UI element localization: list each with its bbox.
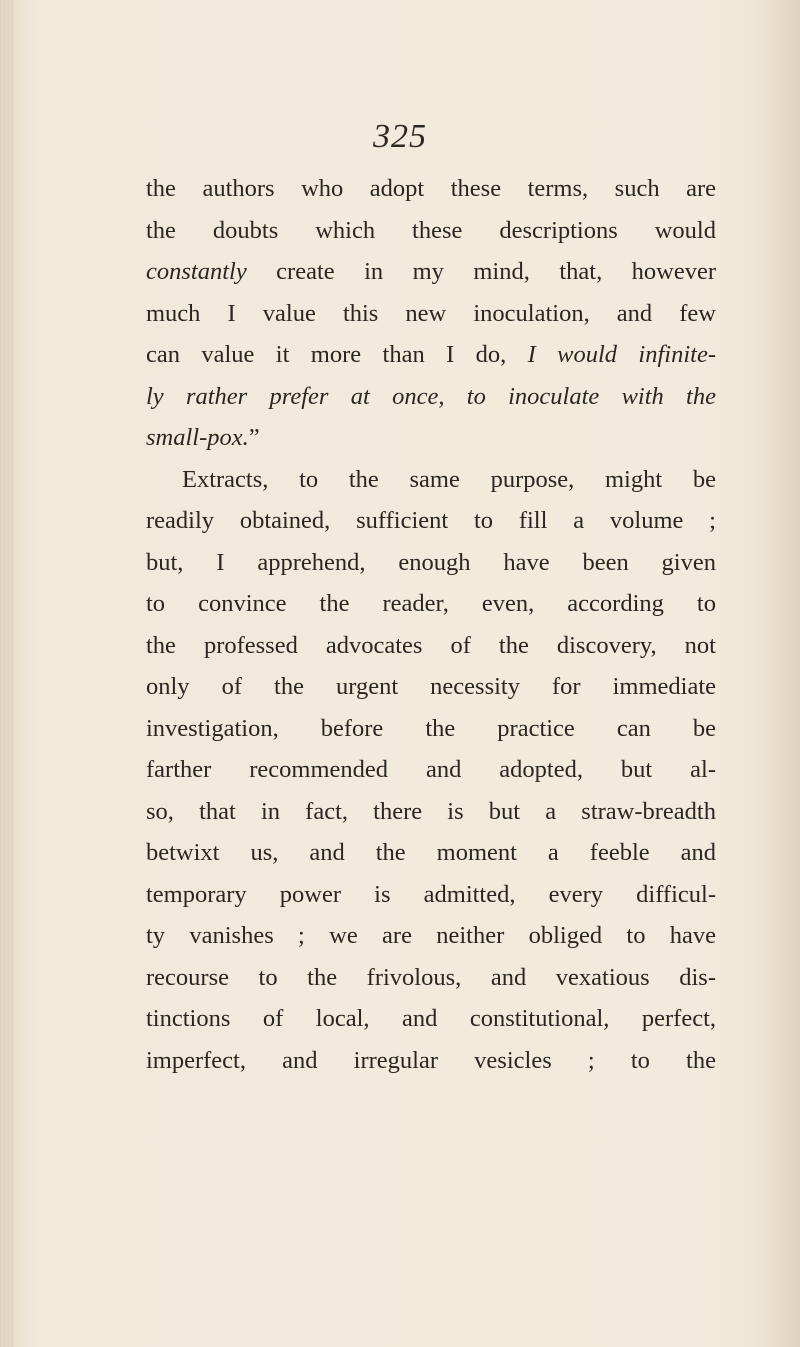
text-segment: but, I apprehend, enough have been given — [146, 548, 716, 576]
text-line — [146, 417, 716, 459]
text-segment: readily obtained, sufficient to fill a volume ; — [146, 507, 716, 534]
italic-text-segment: small-pox. — [146, 424, 249, 451]
text-segment: Extracts, to the same purpose, might be — [182, 465, 716, 493]
text-segment: to convince the reader, even, according to — [146, 590, 716, 617]
text-line — [146, 293, 716, 335]
text-segment: much I value this new inoculation, and few — [146, 299, 716, 327]
text-segment: only of the urgent necessity for immediate — [146, 673, 716, 700]
text-line — [146, 915, 716, 957]
text-segment: the doubts which these descriptions would — [146, 216, 716, 244]
text-line — [146, 583, 716, 625]
text-line — [146, 334, 716, 376]
text-segment: create in my mind, that, however — [246, 258, 716, 285]
text-line — [146, 998, 716, 1040]
text-segment: the professed advocates of the discovery, not — [146, 631, 716, 659]
text-segment: tinctions of local, and constitutional, perfect, — [146, 1005, 716, 1032]
body-text — [146, 168, 716, 1081]
text-line — [146, 168, 716, 210]
text-line — [146, 874, 716, 916]
italic-text-segment: ly rather prefer at once, to inoculate with the — [146, 382, 716, 410]
text-line — [146, 251, 716, 293]
text-line — [146, 625, 716, 667]
text-line — [146, 666, 716, 708]
text-line — [146, 376, 716, 418]
text-line — [146, 832, 716, 874]
text-line — [146, 1040, 716, 1082]
page-number: 325 — [373, 118, 427, 155]
text-segment: so, that in fact, there is but a straw-breadth — [146, 797, 716, 825]
text-segment: farther recommended and adopted, but al- — [146, 756, 716, 783]
text-segment: imperfect, and irregular vesicles ; to the — [146, 1046, 716, 1074]
italic-text-segment: I would infinite- — [527, 341, 717, 368]
page-edge-shadow — [760, 0, 800, 1347]
text-segment: recourse to the frivolous, and vexatious dis- — [146, 963, 716, 991]
text-line — [146, 542, 716, 584]
text-line — [146, 500, 716, 542]
text-segment: investigation, before the practice can be — [146, 714, 716, 742]
text-segment: temporary power is admitted, every difficul- — [146, 880, 716, 908]
text-segment: ” — [248, 424, 260, 451]
text-segment: can value it more than I do, — [146, 341, 528, 368]
text-line — [146, 791, 716, 833]
text-segment: betwixt us, and the moment a feeble and — [146, 839, 716, 866]
text-segment: the authors who adopt these terms, such are — [146, 175, 716, 202]
page-gutter-edge — [0, 0, 14, 1347]
text-line — [146, 459, 716, 501]
italic-text-segment: constantly — [146, 258, 247, 285]
text-segment: ty vanishes ; we are neither obliged to have — [146, 922, 716, 949]
text-line — [146, 210, 716, 252]
text-line — [146, 957, 716, 999]
text-line — [146, 708, 716, 750]
text-line — [146, 749, 716, 791]
